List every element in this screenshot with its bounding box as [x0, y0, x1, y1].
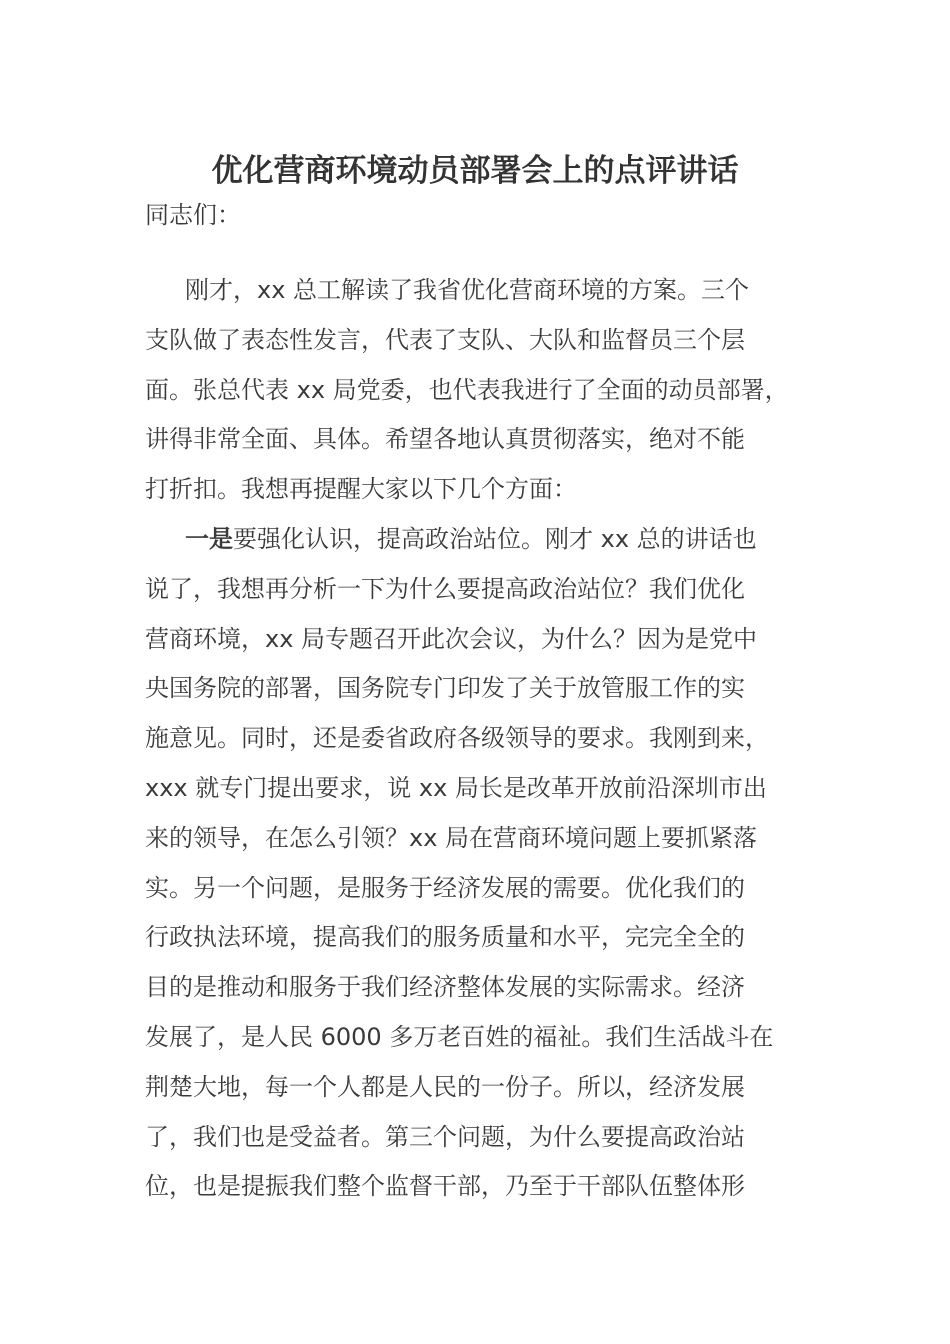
paragraph-text: 要强化认识，提高政治站位。刚才 xx 总的讲话也	[233, 524, 757, 553]
paragraph-line: 央国务院的部署，国务院专门印发了关于放管服工作的实	[145, 674, 745, 703]
document-title: 优化营商环境动员部署会上的点评讲话	[211, 153, 739, 189]
paragraph-line: 施意见。同时，还是委省政府各级领导的要求。我刚到来，	[145, 724, 769, 753]
paragraph-line: 荆楚大地，每一个人都是人民的一份子。所以，经济发展	[145, 1072, 745, 1101]
paragraph-line: 打折扣。我想再提醒大家以下几个方面：	[145, 475, 577, 504]
paragraph-line: 支队做了表态性发言，代表了支队、大队和监督员三个层	[145, 325, 745, 354]
paragraph-line: 实。另一个问题，是服务于经济发展的需要。优化我们的	[145, 873, 745, 902]
paragraph-line: 发展了，是人民 6000 多万老百姓的福祉。我们生活战斗在	[145, 1022, 774, 1051]
paragraph-line: 目的是推动和服务于我们经济整体发展的实际需求。经济	[145, 973, 745, 1002]
salutation: 同志们：	[145, 201, 241, 229]
paragraph-line: xxx 就专门提出要求，说 xx 局长是改革开放前沿深圳市出	[145, 773, 767, 802]
paragraph-line: 了，我们也是受益者。第三个问题，为什么要提高政治站	[145, 1122, 745, 1151]
paragraph-line: 位，也是提振我们整个监督干部，乃至于干部队伍整体形	[145, 1172, 745, 1201]
paragraph-line: 营商环境，xx 局专题召开此次会议，为什么？因为是党中	[145, 624, 758, 653]
point-marker: 一是	[185, 524, 233, 553]
paragraph-line: 面。张总代表 xx 局党委，也代表我进行了全面的动员部署，	[145, 375, 789, 404]
paragraph-line: 来的领导，在怎么引领？xx 局在营商环境问题上要抓紧落	[145, 823, 758, 852]
paragraph-line: 说了，我想再分析一下为什么要提高政治站位？我们优化	[145, 574, 745, 603]
paragraph-line: 讲得非常全面、具体。希望各地认真贯彻落实，绝对不能	[145, 425, 745, 454]
paragraph-line: 刚才，xx 总工解读了我省优化营商环境的方案。三个	[185, 276, 750, 304]
paragraph-line: 行政执法环境，提高我们的服务质量和水平，完完全全的	[145, 923, 745, 952]
document-body	[145, 272, 845, 1218]
paragraph-line-first	[145, 521, 845, 571]
